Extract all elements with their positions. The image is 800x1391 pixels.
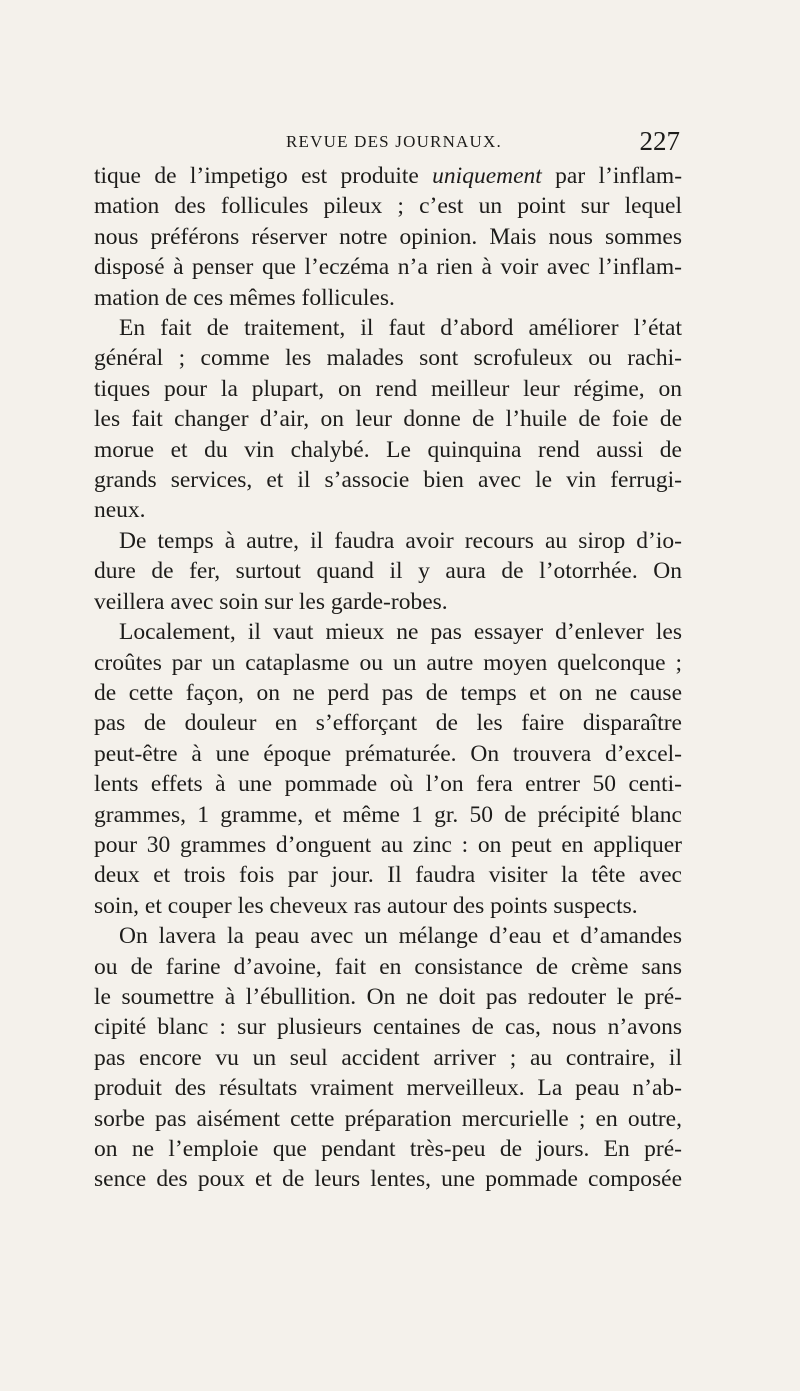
text-line: deux et trois fois par jour. Il faudra visiter la tête avec <box>94 862 682 889</box>
paragraph-treatment <box>94 313 682 526</box>
text-line: croûtes par un cataplasme ou un autre moyen quelconque ; <box>94 649 682 676</box>
text-line: mation de ces mêmes follicules. <box>94 284 395 311</box>
text-line: pas de douleur en s’efforçant de les faire disparaître <box>94 710 682 737</box>
text-line: cipité blanc : sur plusieurs centaines de cas, nous n’avons <box>94 1014 682 1041</box>
text-line: morue et du vin chalybé. Le quinquina rend aussi de <box>94 436 682 463</box>
page-number: 227 <box>639 126 680 156</box>
text-line: pour 30 grammes d’onguent au zinc : on peut en appliquer <box>94 831 682 858</box>
text-line: tiques pour la plupart, on rend meilleur leur régime, on <box>94 375 682 402</box>
text-line: grammes, 1 gramme, et même 1 gr. 50 de précipité blanc <box>94 801 682 828</box>
text-line: les fait changer d’air, on leur donne de l’huile de foie de <box>94 406 682 433</box>
paragraph-iodide <box>94 526 682 617</box>
text-line: Localement, il vaut mieux ne pas essayer d’enlever les <box>119 619 682 646</box>
text-line: soin, et couper les cheveux ras autour des points suspects. <box>94 892 638 919</box>
text-line: En fait de traitement, il faut d’abord améliorer l’état <box>119 315 682 342</box>
text-line: disposé à penser que l’eczéma n’a rien à voir avec l’inflam- <box>94 254 682 281</box>
paragraph-continuation <box>94 161 682 313</box>
text-line: produit des résultats vraiment merveilleux. La peau n’ab- <box>94 1075 682 1102</box>
text-line: veillera avec soin sur les garde-robes. <box>94 588 448 615</box>
paragraph-local <box>94 617 682 921</box>
text-line: pas encore vu un seul accident arriver ; au contraire, il <box>94 1044 682 1071</box>
text-line: grands services, et il s’associe bien avec le vin ferrugi- <box>94 467 682 494</box>
text-line: peut-être à une époque prématurée. On trouvera d’excel- <box>94 740 682 767</box>
text-line: sorbe pas aisément cette préparation mercurielle ; en outre, <box>94 1105 682 1132</box>
text-line: de cette façon, on ne perd pas de temps et on ne cause <box>94 679 682 706</box>
text-line: général ; comme les malades sont scrofuleux ou rachi- <box>94 345 682 372</box>
text-line: tique de l’impetigo est produite uniquement par l’inflam- <box>94 163 683 189</box>
text-line: neux. <box>94 497 146 524</box>
text-line: mation des follicules pileux ; c’est un point sur lequel <box>94 193 682 220</box>
text-line: sence des poux et de leurs lentes, une pommade composée <box>94 1166 682 1193</box>
text-line: on ne l’emploie que pendant très-peu de jours. En pré- <box>94 1136 682 1162</box>
running-head: REVUE DES JOURNAUX. <box>286 132 502 151</box>
text-line: ou de farine d’avoine, fait en consistance de crème sans <box>94 953 682 980</box>
text-line: dure de fer, surtout quand il y aura de l’otorrhée. On <box>94 558 682 585</box>
text-line: nous préférons réserver notre opinion. Mais nous sommes <box>94 223 682 250</box>
text-line: lents effets à une pommade où l’on fera entrer 50 centi- <box>94 771 682 798</box>
text-line: De temps à autre, il faudra avoir recours au sirop d’io- <box>119 527 682 554</box>
emphasis: uniquement <box>432 163 542 189</box>
body-text <box>94 161 682 1195</box>
page-header <box>100 128 680 160</box>
paragraph-washing <box>94 921 682 1195</box>
text-line: le soumettre à l’ébullition. On ne doit pas redouter le pré- <box>94 983 682 1010</box>
text-line: On lavera la peau avec un mélange d’eau et d’amandes <box>119 923 682 950</box>
